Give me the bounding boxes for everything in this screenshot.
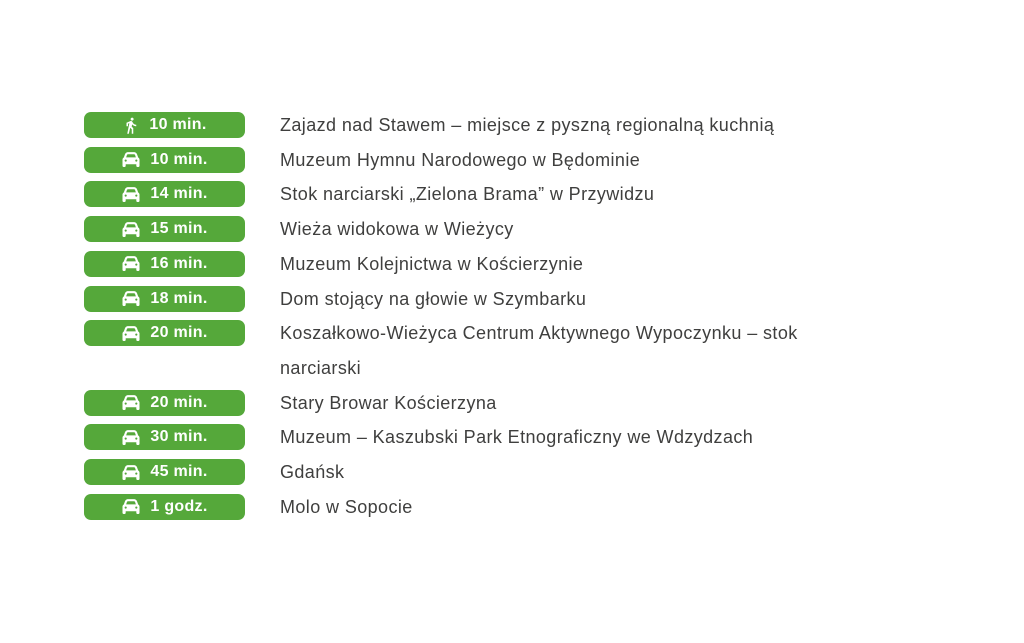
car-icon	[121, 255, 141, 272]
poi-name: Stary Browar Kościerzyna	[280, 392, 497, 413]
travel-time-label: 1 godz.	[150, 497, 208, 515]
poi-row	[84, 247, 850, 282]
poi-name: Dom stojący na głowie w Szymbarku	[280, 288, 587, 309]
poi-name: Zajazd nad Stawem – miejsce z pyszną regionalną kuchnią	[280, 115, 775, 135]
travel-time-badge	[84, 147, 245, 173]
car-icon	[121, 464, 141, 481]
poi-name: Wieża widokowa w Wieżycy	[280, 219, 514, 240]
car-icon	[121, 186, 141, 203]
travel-time-badge	[84, 390, 245, 416]
poi-row	[84, 177, 850, 212]
poi-name: Stok narciarski „Zielona Brama” w Przywidzu	[280, 184, 655, 205]
car-icon	[121, 325, 141, 342]
poi-name: Muzeum Hymnu Narodowego w Będominie	[280, 149, 641, 170]
car-icon	[121, 151, 141, 168]
walk-icon	[122, 116, 140, 135]
travel-time-label: 18 min.	[150, 289, 208, 307]
travel-time-label: 45 min.	[150, 463, 208, 481]
poi-row	[84, 282, 850, 317]
travel-time-label: 16 min.	[150, 254, 208, 272]
travel-time-badge	[84, 181, 245, 207]
travel-time-badge	[84, 494, 245, 520]
poi-row	[84, 420, 850, 455]
poi-row	[84, 316, 850, 385]
travel-time-label: 10 min.	[150, 150, 208, 168]
poi-row	[84, 386, 850, 421]
travel-time-badge	[84, 459, 245, 485]
travel-time-badge	[84, 251, 245, 277]
travel-time-label: 14 min.	[150, 185, 208, 203]
car-icon	[121, 498, 141, 515]
travel-time-badge	[84, 112, 245, 138]
poi-row	[84, 490, 850, 525]
travel-time-label: 20 min.	[150, 393, 208, 411]
travel-time-badge	[84, 320, 245, 346]
poi-row	[84, 143, 850, 178]
travel-time-label: 20 min.	[150, 324, 208, 342]
car-icon	[121, 221, 141, 238]
travel-time-label: 10 min.	[149, 116, 207, 133]
travel-time-badge	[84, 424, 245, 450]
poi-row	[84, 212, 850, 247]
poi-name: Koszałkowo-Wieżyca Centrum Aktywnego Wypoczynku – stok narciarski	[280, 323, 798, 378]
poi-name: Molo w Sopocie	[280, 496, 413, 517]
travel-times-list	[84, 108, 850, 524]
poi-row	[84, 108, 850, 143]
travel-time-badge	[84, 286, 245, 312]
car-icon	[121, 394, 141, 411]
poi-name: Muzeum – Kaszubski Park Etnograficzny we Wdzydzach	[280, 427, 754, 448]
car-icon	[121, 290, 141, 307]
poi-name: Muzeum Kolejnictwa w Kościerzynie	[280, 253, 584, 274]
poi-name: Gdańsk	[280, 462, 345, 483]
travel-time-badge	[84, 216, 245, 242]
car-icon	[121, 429, 141, 446]
travel-time-label: 30 min.	[150, 428, 208, 446]
travel-time-label: 15 min.	[150, 220, 208, 238]
poi-row	[84, 455, 850, 490]
